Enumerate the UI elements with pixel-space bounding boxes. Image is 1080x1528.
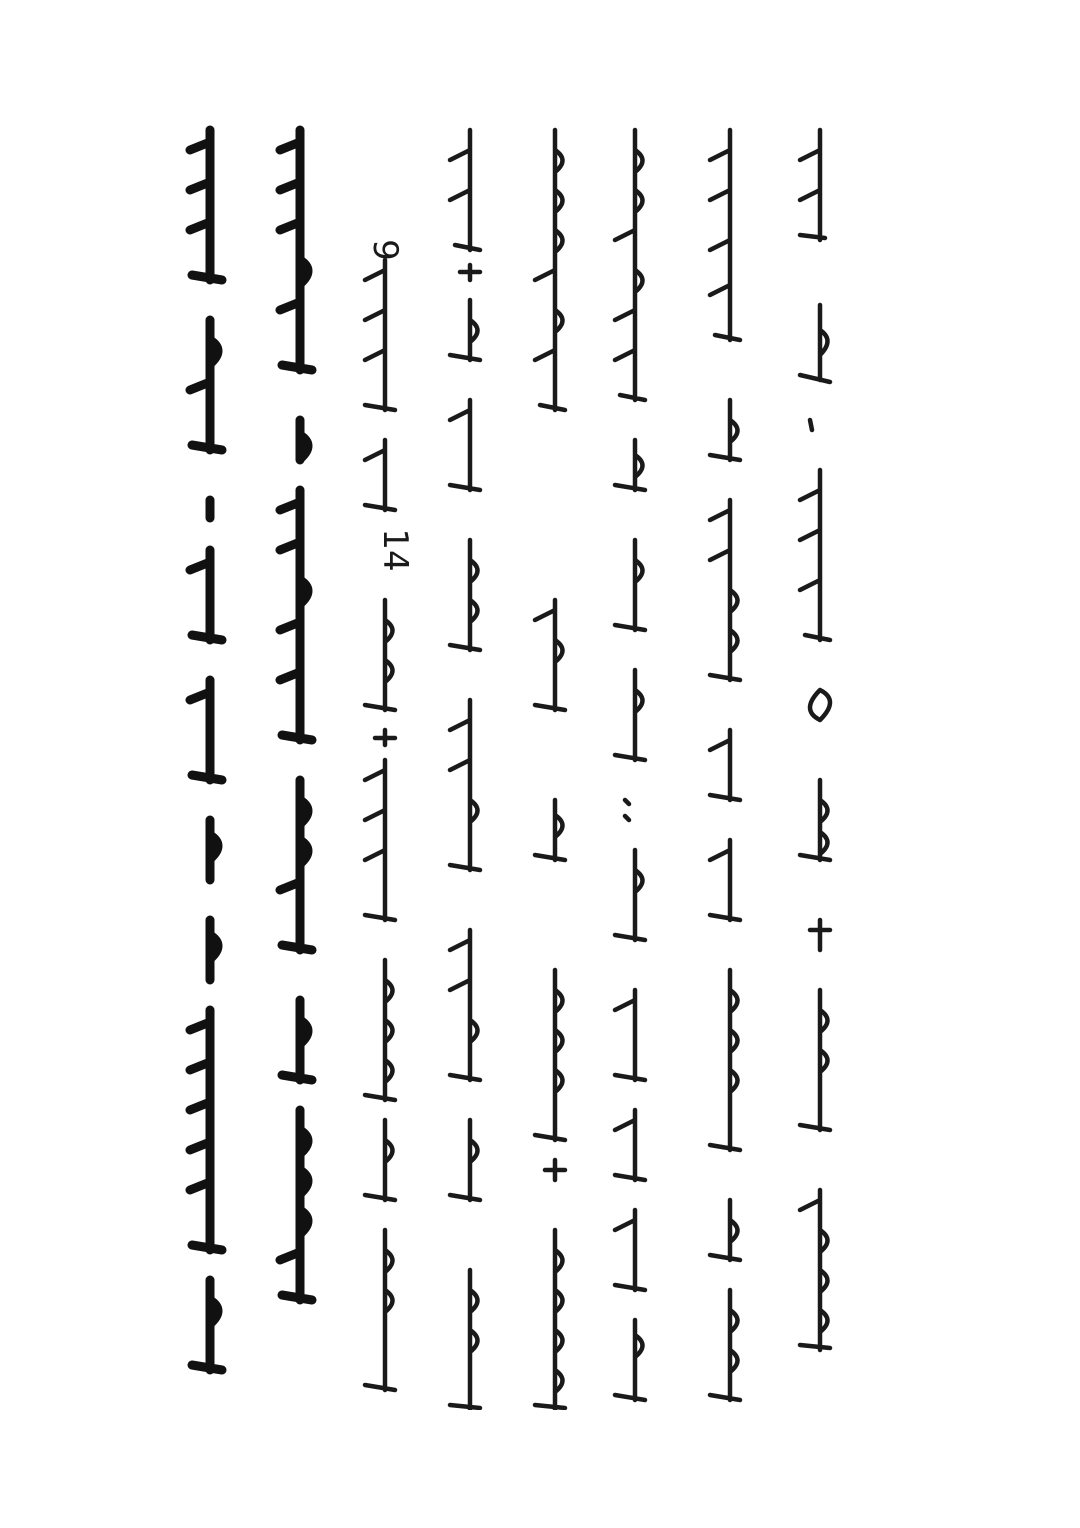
mongolian-text-line (595, 120, 675, 1410)
text-column-4 (515, 120, 595, 1410)
numeral-nine: 9 (365, 239, 405, 261)
mongolian-text-line (430, 120, 510, 1410)
text-column-2 (690, 120, 770, 1410)
text-column-6 (345, 120, 425, 1410)
mongolian-heading-line (170, 120, 250, 1410)
text-column-3 (595, 120, 675, 1410)
mongolian-text-line (345, 120, 425, 1410)
mongolian-text-line (780, 120, 860, 1410)
heading-column-2 (170, 120, 250, 1410)
mongolian-heading-line (260, 120, 340, 1410)
numeral-fourteen: 14 (375, 528, 415, 572)
heading-column-1 (260, 120, 340, 1410)
mongolian-text-line (515, 120, 595, 1410)
text-column-5 (430, 120, 510, 1410)
mongolian-text-line (690, 120, 770, 1410)
text-column-1 (780, 120, 860, 1410)
